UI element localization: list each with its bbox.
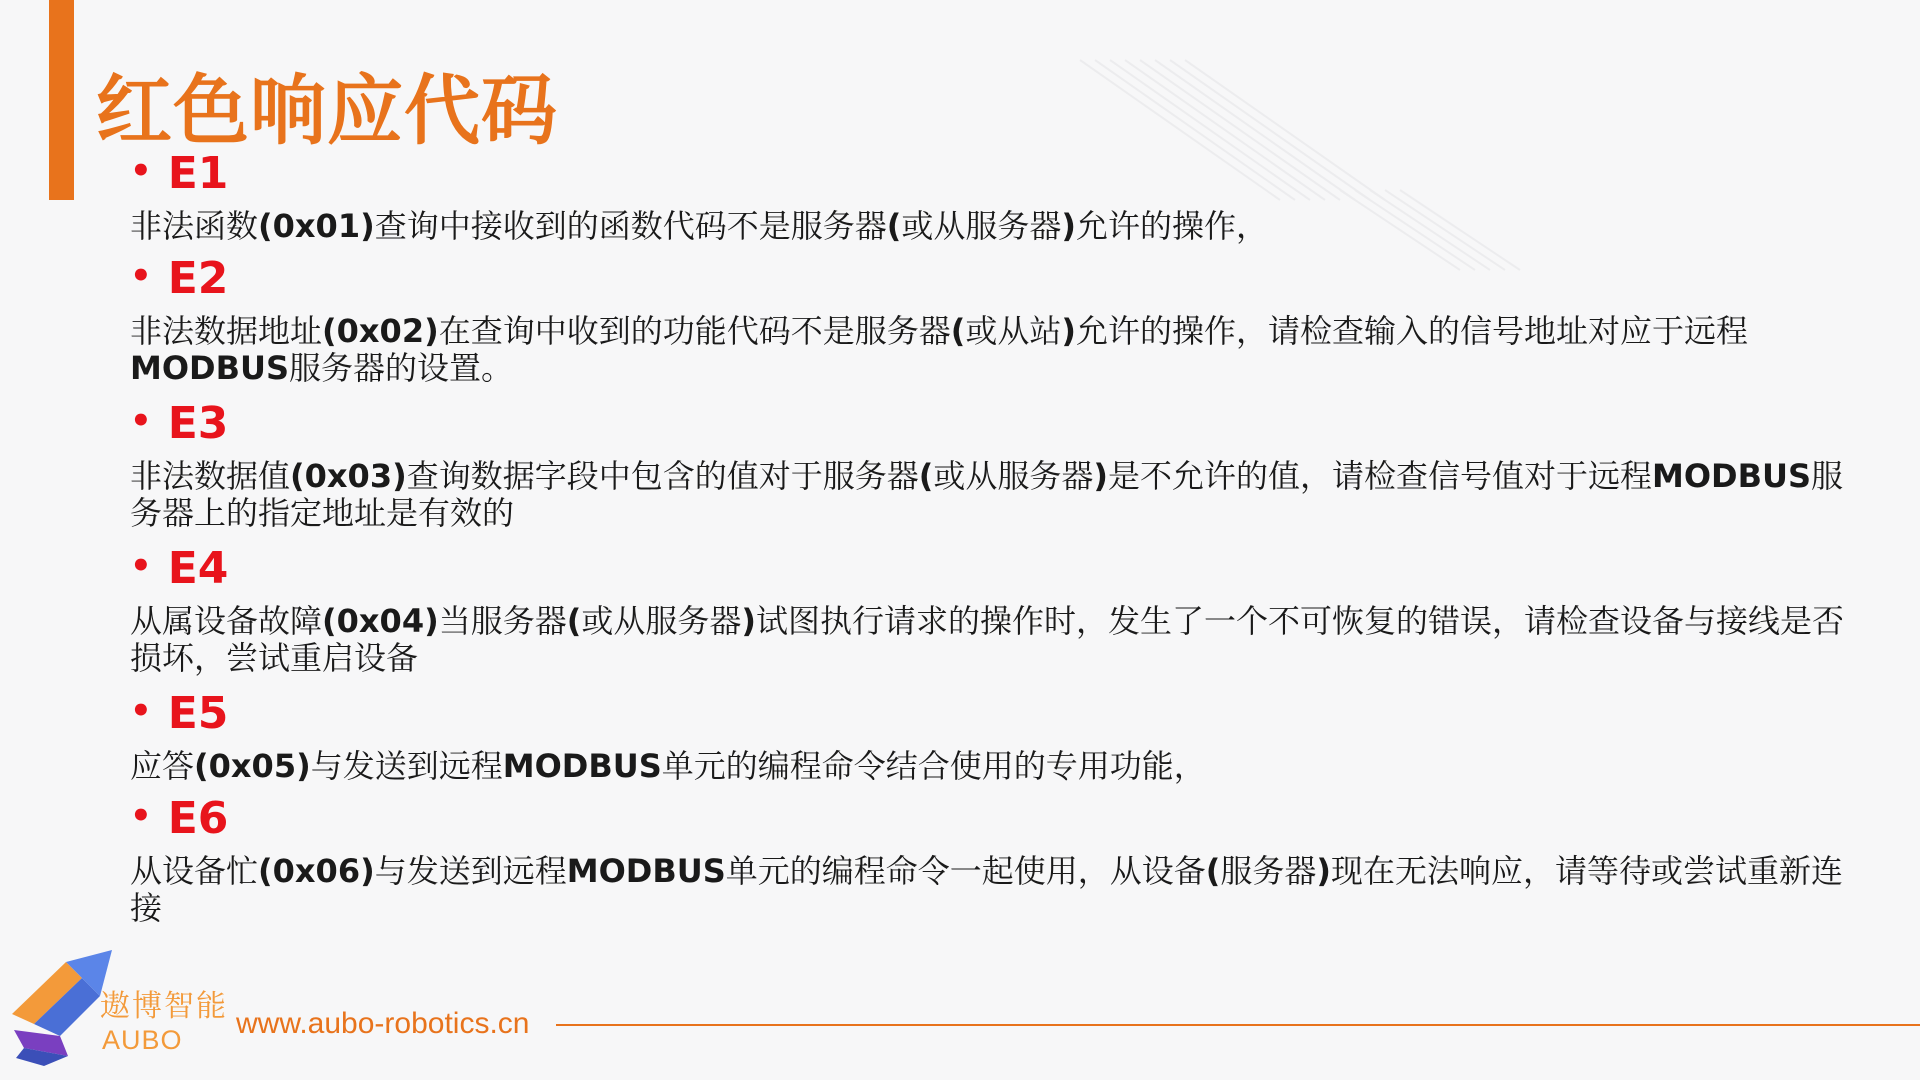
- brand-name-en: AUBO: [102, 1025, 183, 1055]
- code-description-e5: [130, 748, 1860, 785]
- desc-paren: (: [566, 602, 582, 640]
- desc-text: 允许的操作，请检查输入的信号地址对应于远程: [1075, 312, 1748, 350]
- desc-hex-code: (0x02): [322, 312, 439, 350]
- bullet-icon: •: [130, 401, 152, 441]
- desc-text: 允许的操作，: [1075, 207, 1268, 245]
- desc-text: 单元的编程命令结合使用的专用功能，: [661, 747, 1206, 785]
- desc-text: 服务器的设置。: [289, 349, 514, 387]
- bullet-icon: •: [130, 256, 152, 296]
- bullet-icon: •: [130, 691, 152, 731]
- desc-paren: ): [1316, 852, 1332, 890]
- desc-text: 或从服务器: [581, 602, 742, 640]
- desc-text: 服务器上的指定地址是有效的: [130, 457, 1844, 532]
- code-label: E3: [167, 398, 229, 449]
- bullet-icon: •: [130, 151, 152, 191]
- code-label: E1: [167, 148, 229, 199]
- desc-hex-code: (0x03): [290, 457, 407, 495]
- desc-text: 服务器: [1220, 852, 1317, 890]
- desc-text: 查询数据字段中包含的值对于服务器: [406, 457, 919, 495]
- code-description-e6: [130, 853, 1860, 927]
- desc-paren: (: [950, 312, 966, 350]
- desc-text: 在查询中收到的功能代码不是服务器: [438, 312, 951, 350]
- code-description-e1: [130, 208, 1860, 245]
- code-description-e2: [130, 313, 1860, 387]
- bullet-icon: •: [130, 546, 152, 586]
- desc-text: 单元的编程命令一起使用，从设备: [725, 852, 1206, 890]
- desc-text: 或从服务器: [933, 457, 1094, 495]
- desc-modbus: MODBUS: [130, 349, 290, 387]
- code-heading-e6: [130, 793, 228, 848]
- footer-divider: [556, 1024, 1920, 1026]
- desc-hex-code: (0x04): [322, 602, 439, 640]
- desc-paren: ): [1061, 312, 1076, 350]
- code-description-e3: [130, 458, 1860, 532]
- desc-hex-code: (0x06): [258, 852, 375, 890]
- desc-hex-code: (0x01): [258, 207, 375, 245]
- desc-text: 非法数据值: [130, 457, 291, 495]
- desc-text: 与发送到远程: [374, 852, 567, 890]
- code-label: E6: [167, 793, 229, 844]
- desc-text: 当服务器: [438, 602, 567, 640]
- desc-modbus: MODBUS: [566, 852, 726, 890]
- desc-text: 试图执行请求的操作时，发生了一个不可恢复的错误，请检查设备与接线是否损坏，尝试重启设备: [130, 602, 1844, 677]
- desc-text: 或从站: [965, 312, 1062, 350]
- brand-name-cn: 遨博智能: [100, 989, 228, 1024]
- code-heading-e4: [130, 543, 228, 598]
- slide-title: 红色响应代码: [96, 66, 558, 155]
- desc-text: 非法数据地址: [130, 312, 323, 350]
- desc-text: 现在无法响应，请等待或尝试重新连接: [130, 852, 1844, 927]
- desc-text: 查询中接收到的函数代码不是服务器: [374, 207, 887, 245]
- desc-hex-code: (0x05): [194, 747, 311, 785]
- desc-text: 从属设备故障: [130, 602, 323, 640]
- code-heading-e2: [130, 253, 228, 308]
- desc-text: 应答: [130, 747, 195, 785]
- code-heading-e1: [130, 148, 228, 203]
- bullet-icon: •: [130, 796, 152, 836]
- desc-paren: ): [1061, 207, 1076, 245]
- code-label: E5: [167, 688, 229, 739]
- code-label: E4: [167, 543, 229, 594]
- desc-paren: (: [918, 457, 934, 495]
- desc-text: 与发送到远程: [310, 747, 503, 785]
- desc-modbus: MODBUS: [1652, 457, 1812, 495]
- desc-modbus: MODBUS: [502, 747, 662, 785]
- desc-text: 是不允许的值，请检查信号值对于远程: [1107, 457, 1652, 495]
- desc-paren: (: [1205, 852, 1221, 890]
- code-description-e4: [130, 603, 1860, 677]
- desc-text: 非法函数: [130, 207, 259, 245]
- desc-text: 或从服务器: [901, 207, 1062, 245]
- desc-paren: ): [1093, 457, 1108, 495]
- desc-paren: (: [886, 207, 902, 245]
- code-heading-e3: [130, 398, 228, 453]
- desc-text: 从设备忙: [130, 852, 259, 890]
- code-label: E2: [167, 253, 229, 304]
- website-url: www.aubo-robotics.cn: [236, 1007, 530, 1040]
- code-heading-e5: [130, 688, 228, 743]
- desc-paren: ): [741, 602, 756, 640]
